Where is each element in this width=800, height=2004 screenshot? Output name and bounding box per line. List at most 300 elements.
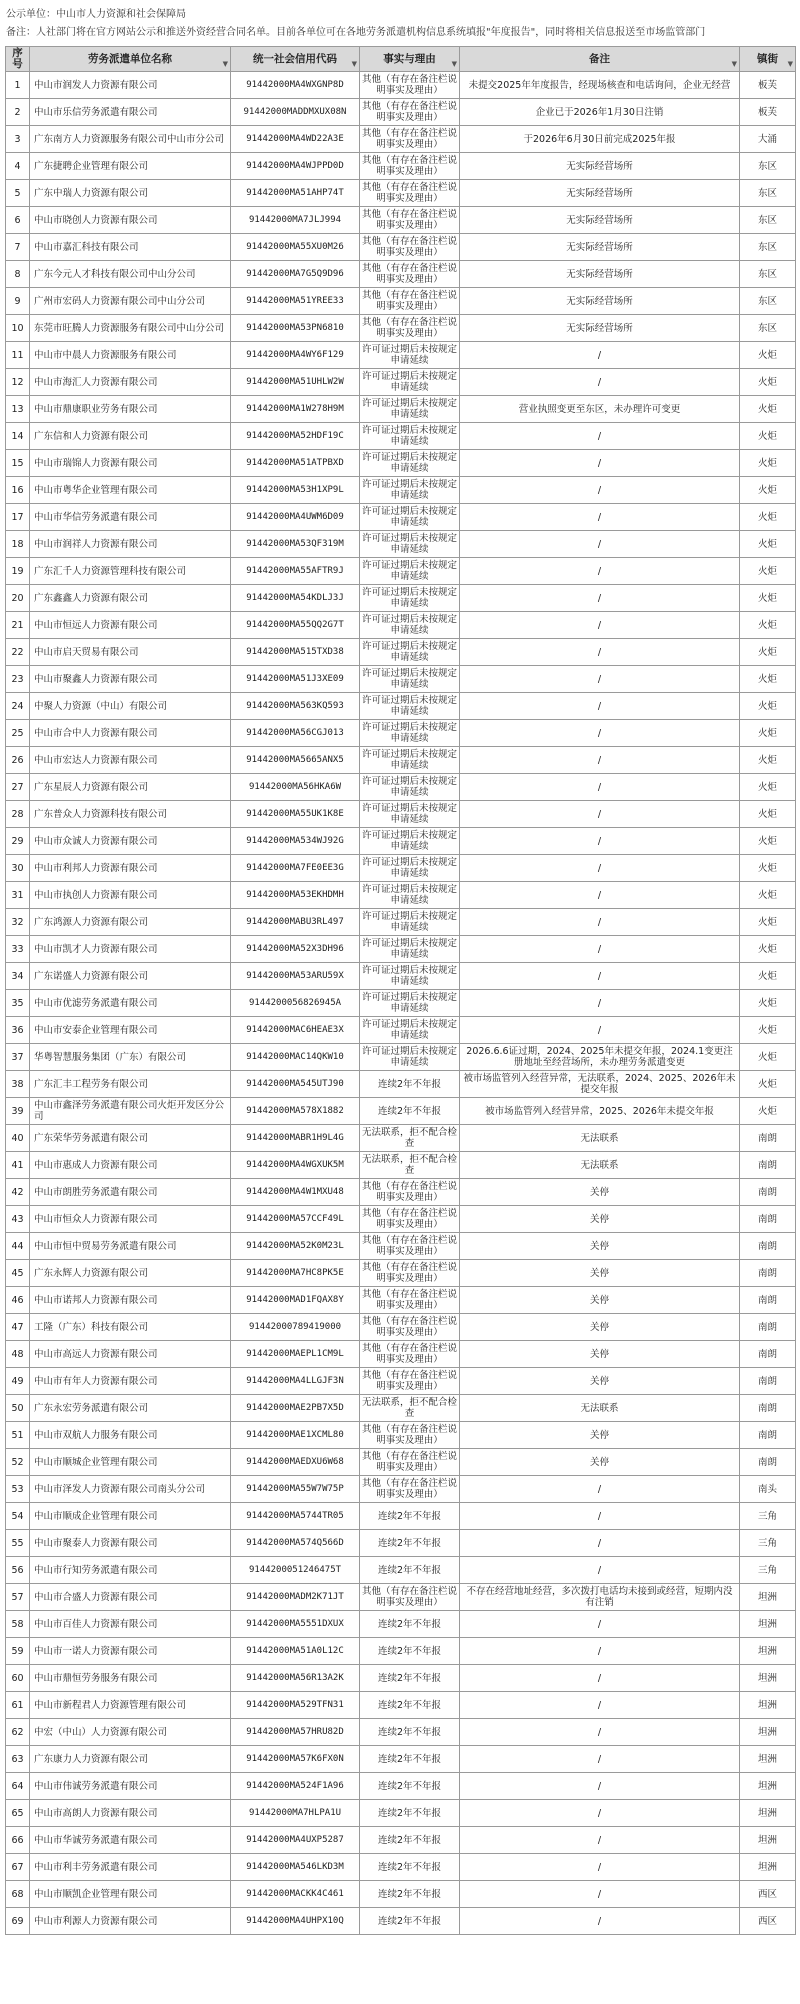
row-index-cell[interactable]: 14 <box>6 423 30 450</box>
town-cell[interactable]: 三角 <box>740 1503 796 1530</box>
reason-cell[interactable]: 许可证过期后未按规定申请延续 <box>360 855 460 882</box>
town-cell[interactable]: 南朗 <box>740 1341 796 1368</box>
credit-code-cell[interactable]: 91442000MABR1H9L4G <box>231 1125 360 1152</box>
remarks-cell[interactable]: 关停 <box>460 1449 740 1476</box>
row-index-cell[interactable]: 17 <box>6 504 30 531</box>
credit-code-cell[interactable]: 91442000MADM2K71JT <box>231 1584 360 1611</box>
credit-code-cell[interactable]: 91442000MACKK4C461 <box>231 1881 360 1908</box>
credit-code-cell[interactable]: 91442000MA55QQ2G7T <box>231 612 360 639</box>
company-name-cell[interactable]: 中山市朗胜劳务派遣有限公司 <box>30 1179 231 1206</box>
company-name-cell[interactable]: 中山市利源人力资源有限公司 <box>30 1908 231 1935</box>
reason-cell[interactable]: 连续2年不年报 <box>360 1665 460 1692</box>
town-cell[interactable]: 坦洲 <box>740 1638 796 1665</box>
reason-cell[interactable]: 许可证过期后未按规定申请延续 <box>360 1017 460 1044</box>
header-credit-code[interactable]: 统一社会信用代码 ▼ <box>231 47 360 72</box>
credit-code-cell[interactable]: 91442000MA53ARU59X <box>231 963 360 990</box>
header-remarks[interactable]: 备注 ▼ <box>460 47 740 72</box>
town-cell[interactable]: 火炬 <box>740 1098 796 1125</box>
company-name-cell[interactable]: 中山市聚泰人力资源有限公司 <box>30 1530 231 1557</box>
company-name-cell[interactable]: 中山市凯才人力资源有限公司 <box>30 936 231 963</box>
company-name-cell[interactable]: 中山市润祥人力资源有限公司 <box>30 531 231 558</box>
remarks-cell[interactable]: / <box>460 450 740 477</box>
row-index-cell[interactable]: 10 <box>6 315 30 342</box>
company-name-cell[interactable]: 中山市一诺人力资源有限公司 <box>30 1638 231 1665</box>
credit-code-cell[interactable]: 91442000MA54KDLJ3J <box>231 585 360 612</box>
credit-code-cell[interactable]: 91442000MA529TFN31 <box>231 1692 360 1719</box>
reason-cell[interactable]: 许可证过期后未按规定申请延续 <box>360 342 460 369</box>
remarks-cell[interactable]: / <box>460 1746 740 1773</box>
remarks-cell[interactable]: / <box>460 612 740 639</box>
town-cell[interactable]: 坦洲 <box>740 1584 796 1611</box>
remarks-cell[interactable]: / <box>460 801 740 828</box>
reason-cell[interactable]: 许可证过期后未按规定申请延续 <box>360 477 460 504</box>
row-index-cell[interactable]: 64 <box>6 1773 30 1800</box>
town-cell[interactable]: 火炬 <box>740 747 796 774</box>
reason-cell[interactable]: 其他（有存在备注栏说明事实及理由） <box>360 1368 460 1395</box>
company-name-cell[interactable]: 中山市鼎恒劳务服务有限公司 <box>30 1665 231 1692</box>
credit-code-cell[interactable]: 91442000MA4WJPPD0D <box>231 153 360 180</box>
town-cell[interactable]: 南朗 <box>740 1233 796 1260</box>
company-name-cell[interactable]: 中山市有年人力资源有限公司 <box>30 1368 231 1395</box>
reason-cell[interactable]: 许可证过期后未按规定申请延续 <box>360 693 460 720</box>
row-index-cell[interactable]: 41 <box>6 1152 30 1179</box>
credit-code-cell[interactable]: 91442000MA56HKA6W <box>231 774 360 801</box>
credit-code-cell[interactable]: 91442000MA7FE0EE3G <box>231 855 360 882</box>
reason-cell[interactable]: 其他（有存在备注栏说明事实及理由） <box>360 1449 460 1476</box>
town-cell[interactable]: 坦洲 <box>740 1827 796 1854</box>
reason-cell[interactable]: 许可证过期后未按规定申请延续 <box>360 450 460 477</box>
remarks-cell[interactable]: 被市场监管列入经营异常，2025、2026年未提交年报 <box>460 1098 740 1125</box>
row-index-cell[interactable]: 62 <box>6 1719 30 1746</box>
row-index-cell[interactable]: 66 <box>6 1827 30 1854</box>
credit-code-cell[interactable]: 91442000MA51J3XE09 <box>231 666 360 693</box>
row-index-cell[interactable]: 15 <box>6 450 30 477</box>
reason-cell[interactable]: 其他（有存在备注栏说明事实及理由） <box>360 315 460 342</box>
remarks-cell[interactable]: / <box>460 1908 740 1935</box>
remarks-cell[interactable]: 营业执照变更至东区，未办理许可变更 <box>460 396 740 423</box>
header-reason[interactable]: 事实与理由 ▼ <box>360 47 460 72</box>
town-cell[interactable]: 火炬 <box>740 342 796 369</box>
town-cell[interactable]: 东区 <box>740 315 796 342</box>
town-cell[interactable]: 火炬 <box>740 477 796 504</box>
company-name-cell[interactable]: 中山市瑞锦人力资源有限公司 <box>30 450 231 477</box>
remarks-cell[interactable]: / <box>460 720 740 747</box>
remarks-cell[interactable]: 关停 <box>460 1422 740 1449</box>
company-name-cell[interactable]: 中山市顺城企业管理有限公司 <box>30 1449 231 1476</box>
town-cell[interactable]: 坦洲 <box>740 1746 796 1773</box>
reason-cell[interactable]: 连续2年不年报 <box>360 1638 460 1665</box>
credit-code-cell[interactable]: 91442000MAC14QKW10 <box>231 1044 360 1071</box>
remarks-cell[interactable]: / <box>460 1773 740 1800</box>
row-index-cell[interactable]: 9 <box>6 288 30 315</box>
town-cell[interactable]: 火炬 <box>740 774 796 801</box>
town-cell[interactable]: 火炬 <box>740 531 796 558</box>
credit-code-cell[interactable]: 9144200051246475T <box>231 1557 360 1584</box>
row-index-cell[interactable]: 69 <box>6 1908 30 1935</box>
company-name-cell[interactable]: 广东永辉人力资源有限公司 <box>30 1260 231 1287</box>
reason-cell[interactable]: 许可证过期后未按规定申请延续 <box>360 531 460 558</box>
town-cell[interactable]: 火炬 <box>740 369 796 396</box>
town-cell[interactable]: 火炬 <box>740 1017 796 1044</box>
row-index-cell[interactable]: 5 <box>6 180 30 207</box>
remarks-cell[interactable]: 无实际经营场所 <box>460 315 740 342</box>
remarks-cell[interactable]: / <box>460 1476 740 1503</box>
row-index-cell[interactable]: 19 <box>6 558 30 585</box>
company-name-cell[interactable]: 中山市利邦人力资源有限公司 <box>30 855 231 882</box>
credit-code-cell[interactable]: 91442000MA53PN6810 <box>231 315 360 342</box>
remarks-cell[interactable]: / <box>460 1881 740 1908</box>
credit-code-cell[interactable]: 91442000MADDMXUX08N <box>231 99 360 126</box>
company-name-cell[interactable]: 中山市恒中贸易劳务派遣有限公司 <box>30 1233 231 1260</box>
town-cell[interactable]: 坦洲 <box>740 1692 796 1719</box>
reason-cell[interactable]: 其他（有存在备注栏说明事实及理由） <box>360 1233 460 1260</box>
credit-code-cell[interactable]: 91442000MA52HDF19C <box>231 423 360 450</box>
row-index-cell[interactable]: 3 <box>6 126 30 153</box>
row-index-cell[interactable]: 11 <box>6 342 30 369</box>
company-name-cell[interactable]: 中山市鑫泽劳务派遣有限公司火炬开发区分公司 <box>30 1098 231 1125</box>
row-index-cell[interactable]: 32 <box>6 909 30 936</box>
remarks-cell[interactable]: / <box>460 1719 740 1746</box>
remarks-cell[interactable]: / <box>460 1530 740 1557</box>
company-name-cell[interactable]: 广东荣华劳务派遣有限公司 <box>30 1125 231 1152</box>
row-index-cell[interactable]: 29 <box>6 828 30 855</box>
credit-code-cell[interactable]: 91442000MA524F1A96 <box>231 1773 360 1800</box>
reason-cell[interactable]: 其他（有存在备注栏说明事实及理由） <box>360 234 460 261</box>
remarks-cell[interactable]: 不存在经营地址经营，多次拨打电话均未接到或经营，短期内没有注销 <box>460 1584 740 1611</box>
credit-code-cell[interactable]: 91442000MAD1FQAX8Y <box>231 1287 360 1314</box>
remarks-cell[interactable]: / <box>460 990 740 1017</box>
row-index-cell[interactable]: 46 <box>6 1287 30 1314</box>
header-company-name[interactable]: 劳务派遣单位名称 ▼ <box>30 47 231 72</box>
remarks-cell[interactable]: 被市场监管列入经营异常，无法联系，2024、2025、2026年未提交年报 <box>460 1071 740 1098</box>
row-index-cell[interactable]: 55 <box>6 1530 30 1557</box>
row-index-cell[interactable]: 43 <box>6 1206 30 1233</box>
remarks-cell[interactable]: 无法联系 <box>460 1152 740 1179</box>
reason-cell[interactable]: 连续2年不年报 <box>360 1773 460 1800</box>
reason-cell[interactable]: 连续2年不年报 <box>360 1854 460 1881</box>
company-name-cell[interactable]: 中山市伟诚劳务派遣有限公司 <box>30 1773 231 1800</box>
town-cell[interactable]: 东区 <box>740 288 796 315</box>
remarks-cell[interactable]: 关停 <box>460 1341 740 1368</box>
company-name-cell[interactable]: 华粤智慧服务集团（广东）有限公司 <box>30 1044 231 1071</box>
remarks-cell[interactable]: / <box>460 1017 740 1044</box>
company-name-cell[interactable]: 中山市优滤劳务派遣有限公司 <box>30 990 231 1017</box>
row-index-cell[interactable]: 50 <box>6 1395 30 1422</box>
reason-cell[interactable]: 许可证过期后未按规定申请延续 <box>360 639 460 666</box>
town-cell[interactable]: 大涌 <box>740 126 796 153</box>
credit-code-cell[interactable]: 91442000MA534WJ92G <box>231 828 360 855</box>
company-name-cell[interactable]: 中山市华诚劳务派遣有限公司 <box>30 1827 231 1854</box>
credit-code-cell[interactable]: 91442000MA515TXD38 <box>231 639 360 666</box>
company-name-cell[interactable]: 广东鑫鑫人力资源有限公司 <box>30 585 231 612</box>
row-index-cell[interactable]: 33 <box>6 936 30 963</box>
credit-code-cell[interactable]: 91442000MA574Q566D <box>231 1530 360 1557</box>
remarks-cell[interactable]: / <box>460 1800 740 1827</box>
company-name-cell[interactable]: 中山市利丰劳务派遣有限公司 <box>30 1854 231 1881</box>
reason-cell[interactable]: 其他（有存在备注栏说明事实及理由） <box>360 288 460 315</box>
company-name-cell[interactable]: 中山市合盛人力资源有限公司 <box>30 1584 231 1611</box>
remarks-cell[interactable]: / <box>460 909 740 936</box>
town-cell[interactable]: 火炬 <box>740 963 796 990</box>
reason-cell[interactable]: 其他（有存在备注栏说明事实及理由） <box>360 1422 460 1449</box>
remarks-cell[interactable]: 关停 <box>460 1368 740 1395</box>
credit-code-cell[interactable]: 91442000MAEDXU6W68 <box>231 1449 360 1476</box>
town-cell[interactable]: 坦洲 <box>740 1773 796 1800</box>
reason-cell[interactable]: 其他（有存在备注栏说明事实及理由） <box>360 1476 460 1503</box>
remarks-cell[interactable]: 无实际经营场所 <box>460 153 740 180</box>
town-cell[interactable]: 火炬 <box>740 1044 796 1071</box>
company-name-cell[interactable]: 中山市宏达人力资源有限公司 <box>30 747 231 774</box>
row-index-cell[interactable]: 60 <box>6 1665 30 1692</box>
town-cell[interactable]: 火炬 <box>740 909 796 936</box>
company-name-cell[interactable]: 广东汇丰工程劳务有限公司 <box>30 1071 231 1098</box>
remarks-cell[interactable]: / <box>460 666 740 693</box>
town-cell[interactable]: 坦洲 <box>740 1665 796 1692</box>
town-cell[interactable]: 东区 <box>740 180 796 207</box>
company-name-cell[interactable]: 中山市安泰企业管理有限公司 <box>30 1017 231 1044</box>
reason-cell[interactable]: 其他（有存在备注栏说明事实及理由） <box>360 72 460 99</box>
row-index-cell[interactable]: 38 <box>6 1071 30 1098</box>
company-name-cell[interactable]: 广东捷聘企业管理有限公司 <box>30 153 231 180</box>
company-name-cell[interactable]: 中山市海汇人力资源有限公司 <box>30 369 231 396</box>
reason-cell[interactable]: 许可证过期后未按规定申请延续 <box>360 666 460 693</box>
company-name-cell[interactable]: 中山市惠成人力资源有限公司 <box>30 1152 231 1179</box>
company-name-cell[interactable]: 中山市启天贸易有限公司 <box>30 639 231 666</box>
row-index-cell[interactable]: 63 <box>6 1746 30 1773</box>
remarks-cell[interactable]: / <box>460 477 740 504</box>
reason-cell[interactable]: 许可证过期后未按规定申请延续 <box>360 990 460 1017</box>
credit-code-cell[interactable]: 91442000MABU3RL497 <box>231 909 360 936</box>
row-index-cell[interactable]: 61 <box>6 1692 30 1719</box>
header-town[interactable]: 镇街 ▼ <box>740 47 796 72</box>
town-cell[interactable]: 坦洲 <box>740 1800 796 1827</box>
credit-code-cell[interactable]: 91442000MA545UTJ90 <box>231 1071 360 1098</box>
town-cell[interactable]: 火炬 <box>740 666 796 693</box>
reason-cell[interactable]: 无法联系，拒不配合检查 <box>360 1125 460 1152</box>
reason-cell[interactable]: 许可证过期后未按规定申请延续 <box>360 369 460 396</box>
reason-cell[interactable]: 许可证过期后未按规定申请延续 <box>360 882 460 909</box>
credit-code-cell[interactable]: 91442000MA51AHP74T <box>231 180 360 207</box>
town-cell[interactable]: 东区 <box>740 234 796 261</box>
row-index-cell[interactable]: 35 <box>6 990 30 1017</box>
remarks-cell[interactable]: 关停 <box>460 1206 740 1233</box>
company-name-cell[interactable]: 中山市诺邦人力资源有限公司 <box>30 1287 231 1314</box>
credit-code-cell[interactable]: 91442000MAE2PB7X5D <box>231 1395 360 1422</box>
reason-cell[interactable]: 连续2年不年报 <box>360 1530 460 1557</box>
credit-code-cell[interactable]: 91442000MA56CGJ013 <box>231 720 360 747</box>
credit-code-cell[interactable]: 91442000MA57K6FX0N <box>231 1746 360 1773</box>
row-index-cell[interactable]: 6 <box>6 207 30 234</box>
row-index-cell[interactable]: 39 <box>6 1098 30 1125</box>
town-cell[interactable]: 三角 <box>740 1557 796 1584</box>
row-index-cell[interactable]: 48 <box>6 1341 30 1368</box>
company-name-cell[interactable]: 中山市嘉汇科技有限公司 <box>30 234 231 261</box>
credit-code-cell[interactable]: 91442000MA4LLGJF3N <box>231 1368 360 1395</box>
remarks-cell[interactable]: / <box>460 639 740 666</box>
remarks-cell[interactable]: 2026.6.6证过期，2024、2025年未提交年报，2024.1变更注册地址至经营场所，未办理劳务派遣变更 <box>460 1044 740 1071</box>
credit-code-cell[interactable]: 91442000MA578X1882 <box>231 1098 360 1125</box>
reason-cell[interactable]: 许可证过期后未按规定申请延续 <box>360 936 460 963</box>
row-index-cell[interactable]: 23 <box>6 666 30 693</box>
reason-cell[interactable]: 许可证过期后未按规定申请延续 <box>360 558 460 585</box>
credit-code-cell[interactable]: 91442000MA53EKHDMH <box>231 882 360 909</box>
remarks-cell[interactable]: 无实际经营场所 <box>460 288 740 315</box>
credit-code-cell[interactable]: 91442000MA5744TR05 <box>231 1503 360 1530</box>
row-index-cell[interactable]: 52 <box>6 1449 30 1476</box>
remarks-cell[interactable]: / <box>460 855 740 882</box>
credit-code-cell[interactable]: 91442000MA1W278H9M <box>231 396 360 423</box>
filter-dropdown-icon[interactable]: ▼ <box>731 60 737 68</box>
credit-code-cell[interactable]: 91442000MA4UXP5287 <box>231 1827 360 1854</box>
town-cell[interactable]: 火炬 <box>740 720 796 747</box>
company-name-cell[interactable]: 中山市鼎康职业劳务有限公司 <box>30 396 231 423</box>
credit-code-cell[interactable]: 91442000MA57HRU82D <box>231 1719 360 1746</box>
remarks-cell[interactable]: / <box>460 558 740 585</box>
town-cell[interactable]: 火炬 <box>740 1071 796 1098</box>
town-cell[interactable]: 南朗 <box>740 1287 796 1314</box>
remarks-cell[interactable]: 企业已于2026年1月30日注销 <box>460 99 740 126</box>
remarks-cell[interactable]: / <box>460 1503 740 1530</box>
company-name-cell[interactable]: 中山市恒远人力资源有限公司 <box>30 612 231 639</box>
town-cell[interactable]: 南朗 <box>740 1206 796 1233</box>
reason-cell[interactable]: 连续2年不年报 <box>360 1908 460 1935</box>
remarks-cell[interactable]: / <box>460 882 740 909</box>
reason-cell[interactable]: 许可证过期后未按规定申请延续 <box>360 396 460 423</box>
remarks-cell[interactable]: / <box>460 1638 740 1665</box>
row-index-cell[interactable]: 42 <box>6 1179 30 1206</box>
town-cell[interactable]: 火炬 <box>740 612 796 639</box>
town-cell[interactable]: 板芙 <box>740 72 796 99</box>
credit-code-cell[interactable]: 91442000MA53H1XP9L <box>231 477 360 504</box>
credit-code-cell[interactable]: 91442000MA51A0L12C <box>231 1638 360 1665</box>
town-cell[interactable]: 南朗 <box>740 1422 796 1449</box>
town-cell[interactable]: 火炬 <box>740 828 796 855</box>
company-name-cell[interactable]: 东莞市旺腾人力资源服务有限公司中山分公司 <box>30 315 231 342</box>
company-name-cell[interactable]: 中山市新程君人力资源管理有限公司 <box>30 1692 231 1719</box>
town-cell[interactable]: 东区 <box>740 207 796 234</box>
company-name-cell[interactable]: 广东永宏劳务派遣有限公司 <box>30 1395 231 1422</box>
reason-cell[interactable]: 连续2年不年报 <box>360 1071 460 1098</box>
reason-cell[interactable]: 其他（有存在备注栏说明事实及理由） <box>360 180 460 207</box>
remarks-cell[interactable]: / <box>460 531 740 558</box>
credit-code-cell[interactable]: 91442000MA4WGXUK5M <box>231 1152 360 1179</box>
row-index-cell[interactable]: 16 <box>6 477 30 504</box>
company-name-cell[interactable]: 中山市粤华企业管理有限公司 <box>30 477 231 504</box>
remarks-cell[interactable]: / <box>460 963 740 990</box>
town-cell[interactable]: 火炬 <box>740 450 796 477</box>
company-name-cell[interactable]: 广东信和人力资源有限公司 <box>30 423 231 450</box>
row-index-cell[interactable]: 44 <box>6 1233 30 1260</box>
remarks-cell[interactable]: / <box>460 936 740 963</box>
credit-code-cell[interactable]: 91442000MA52X3DH96 <box>231 936 360 963</box>
town-cell[interactable]: 西区 <box>740 1908 796 1935</box>
credit-code-cell[interactable]: 91442000MA563KQ593 <box>231 693 360 720</box>
row-index-cell[interactable]: 59 <box>6 1638 30 1665</box>
remarks-cell[interactable]: / <box>460 1611 740 1638</box>
credit-code-cell[interactable]: 91442000MA4WXGNP8D <box>231 72 360 99</box>
reason-cell[interactable]: 许可证过期后未按规定申请延续 <box>360 774 460 801</box>
credit-code-cell[interactable]: 91442000MA51ATPBXD <box>231 450 360 477</box>
reason-cell[interactable]: 连续2年不年报 <box>360 1746 460 1773</box>
credit-code-cell[interactable]: 91442000MA55UK1K8E <box>231 801 360 828</box>
town-cell[interactable]: 火炬 <box>740 693 796 720</box>
town-cell[interactable]: 火炬 <box>740 936 796 963</box>
credit-code-cell[interactable]: 91442000789419000 <box>231 1314 360 1341</box>
row-index-cell[interactable]: 30 <box>6 855 30 882</box>
company-name-cell[interactable]: 广东星辰人力资源有限公司 <box>30 774 231 801</box>
company-name-cell[interactable]: 中山市高朗人力资源有限公司 <box>30 1800 231 1827</box>
reason-cell[interactable]: 连续2年不年报 <box>360 1557 460 1584</box>
town-cell[interactable]: 火炬 <box>740 855 796 882</box>
credit-code-cell[interactable]: 91442000MA55XU0M26 <box>231 234 360 261</box>
remarks-cell[interactable]: / <box>460 369 740 396</box>
filter-dropdown-icon[interactable]: ▼ <box>222 60 228 68</box>
remarks-cell[interactable]: 无法联系 <box>460 1125 740 1152</box>
reason-cell[interactable]: 许可证过期后未按规定申请延续 <box>360 423 460 450</box>
credit-code-cell[interactable]: 91442000MA51UHLW2W <box>231 369 360 396</box>
row-index-cell[interactable]: 12 <box>6 369 30 396</box>
reason-cell[interactable]: 其他（有存在备注栏说明事实及理由） <box>360 207 460 234</box>
reason-cell[interactable]: 无法联系，拒不配合检查 <box>360 1152 460 1179</box>
reason-cell[interactable]: 许可证过期后未按规定申请延续 <box>360 504 460 531</box>
remarks-cell[interactable]: / <box>460 342 740 369</box>
credit-code-cell[interactable]: 91442000MA57CCF49L <box>231 1206 360 1233</box>
town-cell[interactable]: 南头 <box>740 1476 796 1503</box>
remarks-cell[interactable]: 关停 <box>460 1287 740 1314</box>
reason-cell[interactable]: 其他（有存在备注栏说明事实及理由） <box>360 1287 460 1314</box>
credit-code-cell[interactable]: 91442000MA4W1MXU48 <box>231 1179 360 1206</box>
company-name-cell[interactable]: 中山市执创人力资源有限公司 <box>30 882 231 909</box>
company-name-cell[interactable]: 中山市顺成企业管理有限公司 <box>30 1503 231 1530</box>
reason-cell[interactable]: 其他（有存在备注栏说明事实及理由） <box>360 1179 460 1206</box>
remarks-cell[interactable]: 关停 <box>460 1314 740 1341</box>
row-index-cell[interactable]: 40 <box>6 1125 30 1152</box>
remarks-cell[interactable]: / <box>460 1665 740 1692</box>
row-index-cell[interactable]: 27 <box>6 774 30 801</box>
reason-cell[interactable]: 连续2年不年报 <box>360 1881 460 1908</box>
company-name-cell[interactable]: 中宏（中山）人力资源有限公司 <box>30 1719 231 1746</box>
reason-cell[interactable]: 许可证过期后未按规定申请延续 <box>360 963 460 990</box>
reason-cell[interactable]: 其他（有存在备注栏说明事实及理由） <box>360 1206 460 1233</box>
remarks-cell[interactable]: / <box>460 828 740 855</box>
remarks-cell[interactable]: 无实际经营场所 <box>460 207 740 234</box>
row-index-cell[interactable]: 58 <box>6 1611 30 1638</box>
company-name-cell[interactable]: 中山市行知劳务派遣有限公司 <box>30 1557 231 1584</box>
remarks-cell[interactable]: / <box>460 504 740 531</box>
town-cell[interactable]: 火炬 <box>740 639 796 666</box>
credit-code-cell[interactable]: 91442000MA5665ANX5 <box>231 747 360 774</box>
credit-code-cell[interactable]: 91442000MAE1XCML80 <box>231 1422 360 1449</box>
town-cell[interactable]: 火炬 <box>740 882 796 909</box>
credit-code-cell[interactable]: 91442000MA55AFTR9J <box>231 558 360 585</box>
company-name-cell[interactable]: 广东诺盛人力资源有限公司 <box>30 963 231 990</box>
credit-code-cell[interactable]: 91442000MA7JLJ994 <box>231 207 360 234</box>
reason-cell[interactable]: 其他（有存在备注栏说明事实及理由） <box>360 1260 460 1287</box>
row-index-cell[interactable]: 7 <box>6 234 30 261</box>
header-index[interactable]: 序号 <box>6 47 30 72</box>
reason-cell[interactable]: 其他（有存在备注栏说明事实及理由） <box>360 1584 460 1611</box>
reason-cell[interactable]: 连续2年不年报 <box>360 1611 460 1638</box>
credit-code-cell[interactable]: 91442000MA7HLPA1U <box>231 1800 360 1827</box>
row-index-cell[interactable]: 22 <box>6 639 30 666</box>
remarks-cell[interactable]: 关停 <box>460 1179 740 1206</box>
company-name-cell[interactable]: 中山市顺凯企业管理有限公司 <box>30 1881 231 1908</box>
filter-dropdown-icon[interactable]: ▼ <box>451 60 457 68</box>
company-name-cell[interactable]: 广州市宏码人力资源有限公司中山分公司 <box>30 288 231 315</box>
company-name-cell[interactable]: 中山市晓创人力资源有限公司 <box>30 207 231 234</box>
town-cell[interactable]: 火炬 <box>740 423 796 450</box>
row-index-cell[interactable]: 53 <box>6 1476 30 1503</box>
